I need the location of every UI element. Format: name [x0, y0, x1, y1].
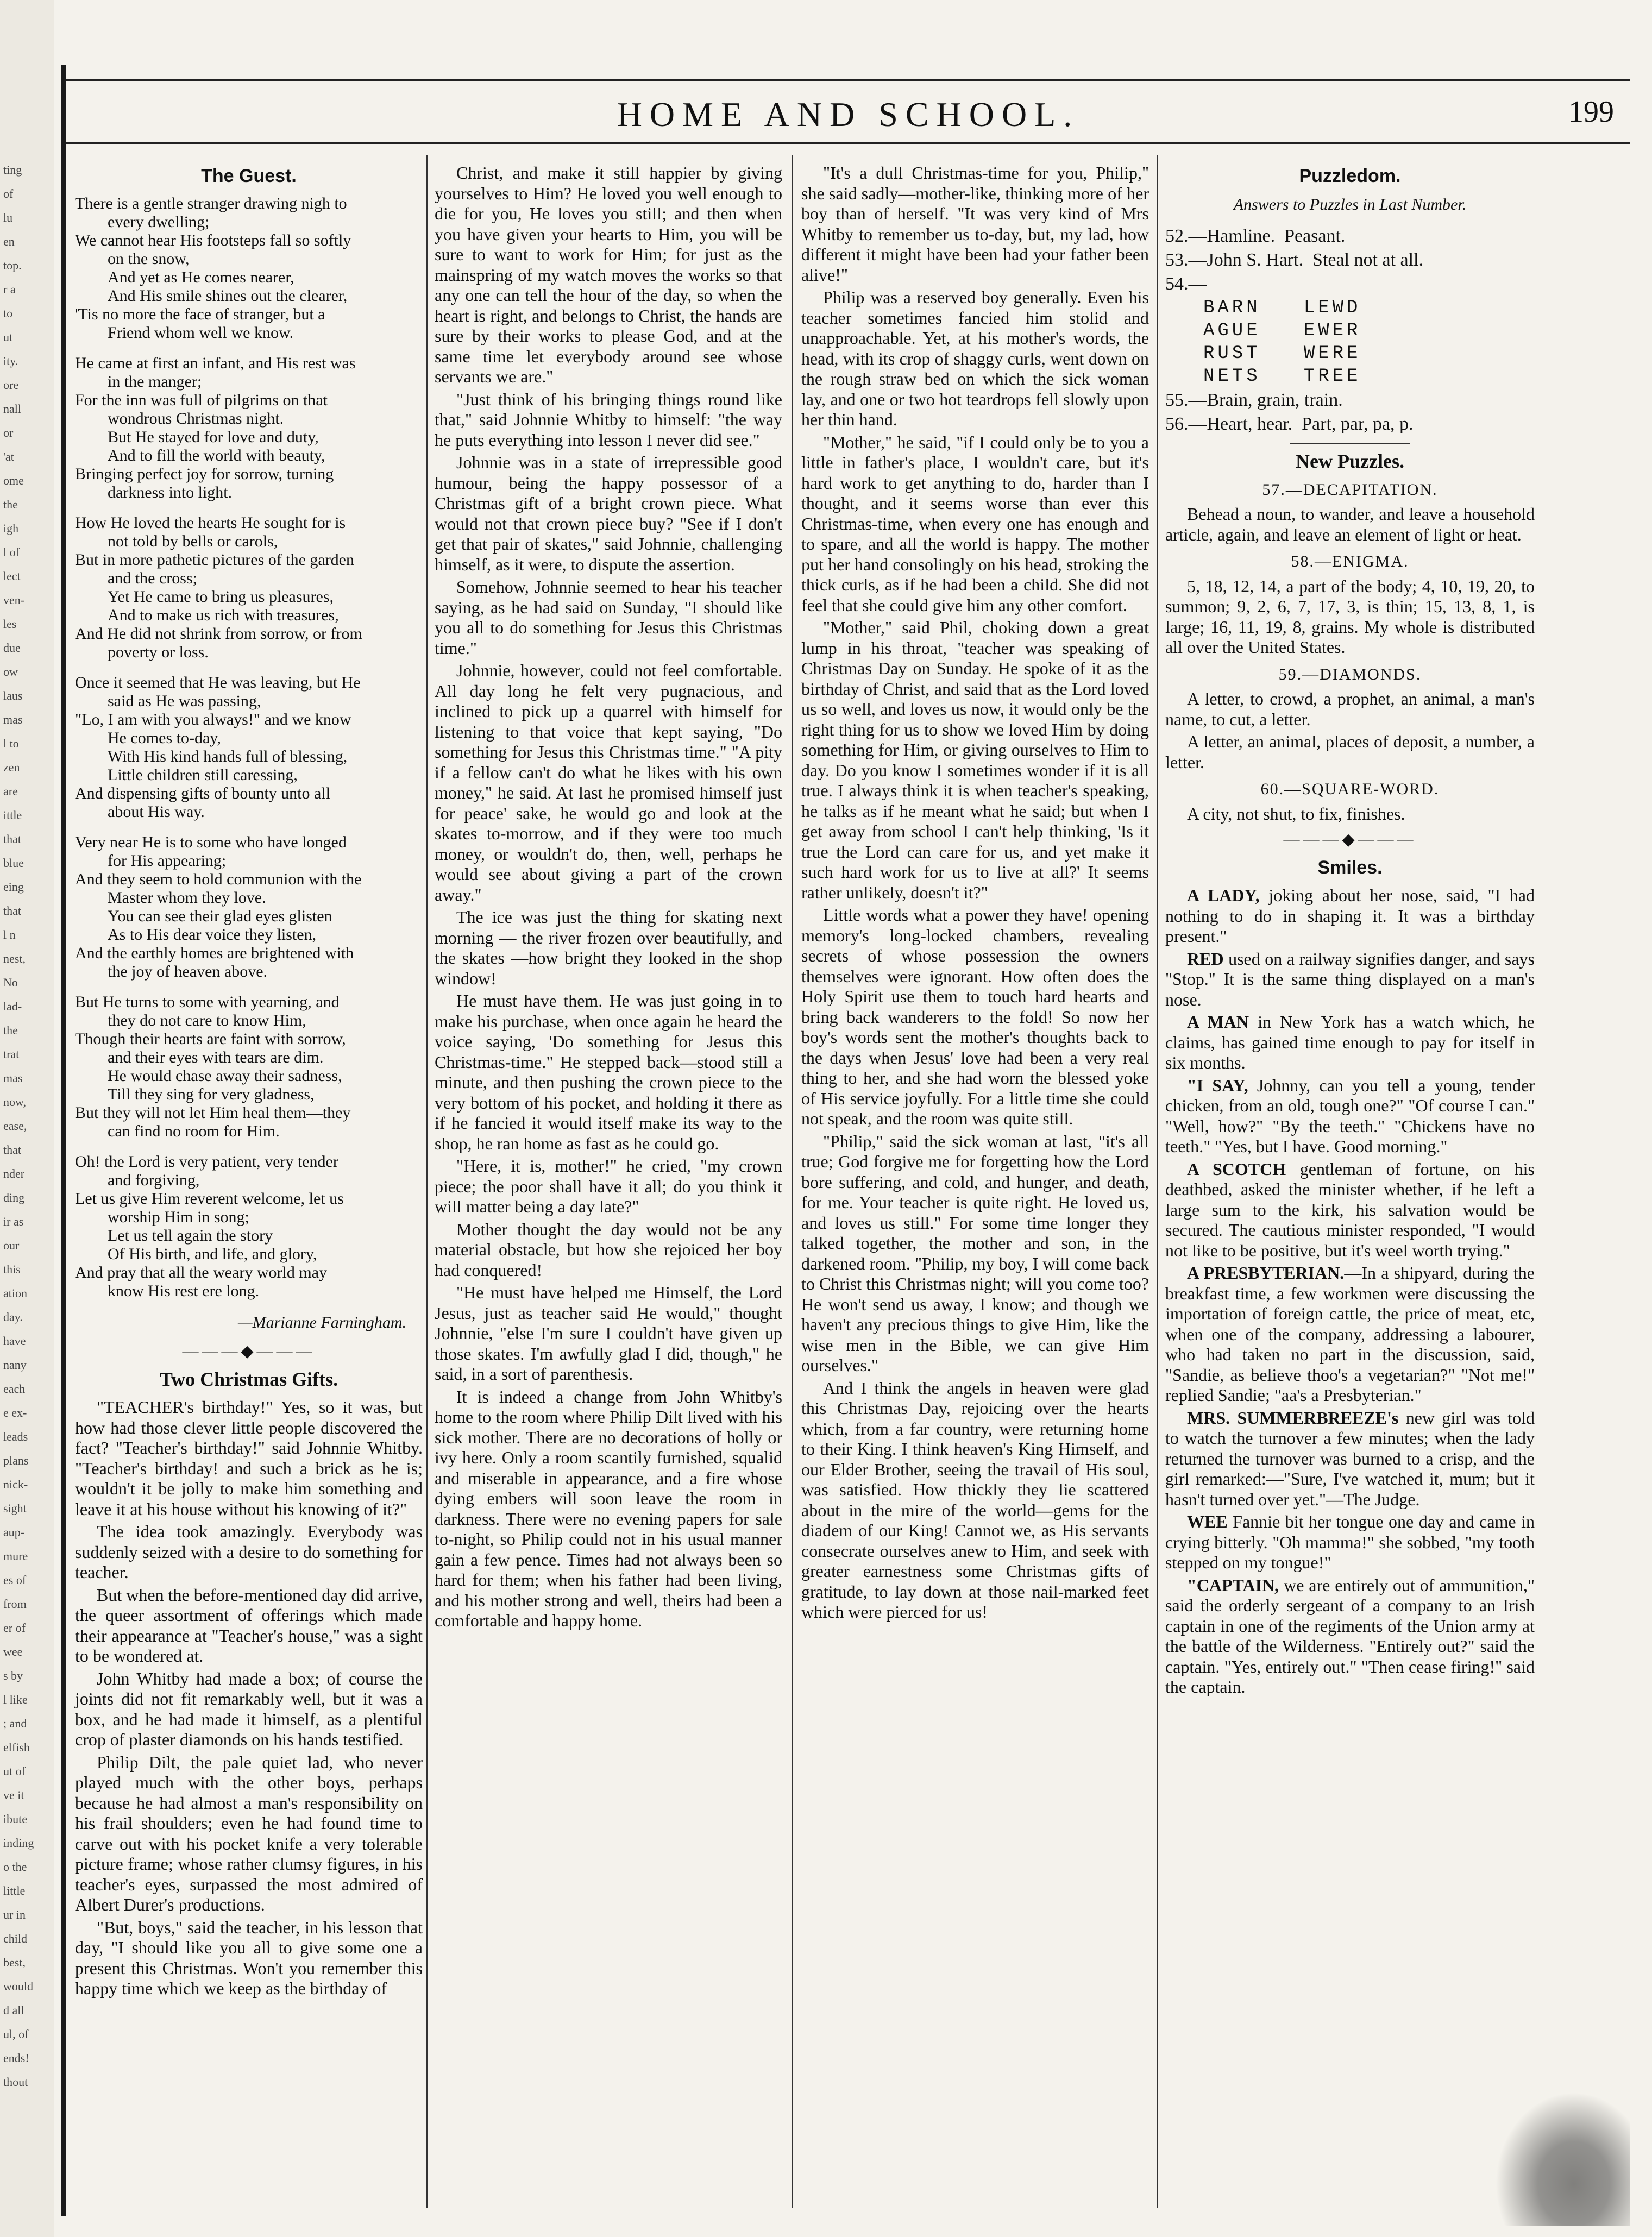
poem-line: But they will not let Him heal them—they — [75, 1103, 351, 1122]
edge-fragment: the — [3, 498, 18, 511]
answer-line: 52.—Hamline. Peasant. — [1165, 226, 1346, 246]
poem-line: And yet as He comes nearer, — [108, 268, 294, 286]
page-left-border — [61, 65, 66, 2216]
edge-fragment: ibute — [3, 1812, 27, 1826]
edge-fragment: l to — [3, 737, 19, 750]
edge-fragment: mure — [3, 1549, 28, 1563]
edge-fragment: nder — [3, 1167, 25, 1180]
column-divider — [426, 155, 428, 2208]
paragraph: Philip was a reserved boy generally. Even his teacher sometimes fancied him stolid and unapproachable. Yet, at his mother's words, the head, with its crop of shaggy curls, went down on the rough straw bed on which the sick woman lay, and one or two hot teardrops fell slowly upon her thin hand. — [801, 287, 1149, 429]
paragraph: Somehow, Johnnie seemed to hear his teacher saying, as he had said on Sunday, "I should like you all to do something for Jesus this Christmas time." — [435, 577, 782, 658]
page-number: 199 — [1568, 95, 1614, 129]
edge-fragment: nest, — [3, 952, 26, 965]
puzzle-heading: 60.—SQUARE-WORD. — [1260, 780, 1440, 798]
joke-lead: A SCOTCH — [1187, 1159, 1286, 1179]
paragraph: "But, boys," said the teacher, in his lesson that day, "I should like you all to give some one a present this Christmas. Won't you remember this happy time which we keep as the birthday of — [75, 1917, 423, 1998]
edge-fragment: wee — [3, 1645, 23, 1658]
puzzle-answers-subtitle: Answers to Puzzles in Last Number. — [1233, 195, 1467, 213]
poem-line: and the cross; — [108, 569, 197, 587]
edge-fragment: zen — [3, 761, 20, 774]
edge-fragment: are — [3, 784, 18, 798]
edge-fragment: ends! — [3, 2051, 29, 2065]
poem-line: He came at first an infant, and His rest was — [75, 354, 356, 372]
poem-line: and forgiving, — [108, 1171, 200, 1189]
adjacent-page-edge — [0, 0, 54, 2237]
poem-line: Once it seemed that He was leaving, but He — [75, 673, 361, 692]
edge-fragment: ul, of — [3, 2027, 29, 2041]
column-4 — [1165, 163, 1535, 1700]
joke-text: Fannie bit her tongue one day and came in crying bitterly. "Oh mamma!" she sobbed, "my tooth stepped on my tongue!" — [1165, 1512, 1535, 1572]
paragraph: It is indeed a change from John Whitby's home to the room where Philip Dilt lived with his sick mother. There are no decorations of holly or ivy here. Only a room scantily furnished, squalid and miserable in appearance, and a fire whose dying embers will soon leave the room in darkness. There were no evening papers for sale to-night, so Philip could not in his usual manner gain a few pence. Times had not always been so hard for them; when his father had been living, and his mother strong and well, theirs had been a comfortable and happy home. — [435, 1386, 782, 1630]
paragraph: "Mother," he said, "if I could only be to you a little in father's place, I wouldn't care, but it's hard work to get anything to do, harder than I thought, and it seems worse than ever this Christmas-time, when every one has enough and to spare, and all the world is happy. The mother put her hand consolingly on his head, stroking the thick curls, as if he had been a child. She did not feel that she could give him any other comfort. — [801, 432, 1149, 615]
edge-fragment: ome — [3, 474, 24, 487]
word-square-row: RUST WERE — [1203, 343, 1361, 364]
story-text — [75, 1397, 423, 1999]
paragraph: "Here, it is, mother!" he cried, "my crown piece; the poor shall have it all; do you think it will matter being a day late?" — [435, 1156, 782, 1216]
poem-line: And to make us rich with treasures, — [108, 606, 339, 624]
edge-fragment: mas — [3, 1071, 23, 1085]
edge-fragment: o the — [3, 1860, 27, 1874]
poem-line: And pray that all the weary world may — [75, 1263, 328, 1281]
ornament-divider: ———◆——— — [182, 1342, 316, 1360]
puzzle-heading: 57.—DECAPITATION. — [1262, 480, 1438, 499]
edge-fragment: trat — [3, 1047, 20, 1061]
edge-fragment: ve it — [3, 1788, 24, 1802]
poem-line: darkness into light. — [108, 483, 233, 501]
paragraph: "It's a dull Christmas-time for you, Philip," she said sadly—mother-like, thinking more of her boy than of herself. "It was very kind of Mrs Whitby to remember us to-day, but, my lad, how different it might have been had your father been alive!" — [801, 163, 1149, 285]
joke-text: in New York has a watch which, he claims, has gained time enough to pay for itself in six months. — [1165, 1012, 1535, 1072]
edge-fragment: igh — [3, 521, 19, 535]
joke-lead: A MAN — [1187, 1012, 1249, 1032]
poem-line: How He loved the hearts He sought for is — [75, 513, 346, 532]
edge-fragment: ven- — [3, 593, 25, 607]
column-divider — [792, 155, 793, 2208]
joke-paragraph — [1165, 1575, 1535, 1698]
edge-fragment: leads — [3, 1430, 28, 1443]
edge-fragment: s by — [3, 1669, 23, 1682]
poem-line: But in more pathetic pictures of the garden — [75, 550, 354, 569]
edge-fragment: lad- — [3, 1000, 22, 1013]
poem-line: not told by bells or carols, — [108, 532, 278, 550]
edge-fragment: from — [3, 1597, 27, 1611]
edge-fragment: nall — [3, 402, 21, 416]
poem-stanza — [75, 1153, 423, 1300]
poem-line: know His rest ere long. — [108, 1281, 260, 1300]
poem-line: He comes to-day, — [108, 728, 221, 747]
edge-fragment: e ex- — [3, 1406, 27, 1419]
poem-stanza — [75, 194, 423, 342]
paragraph: The idea took amazingly. Everybody was suddenly seized with a desire to do something for teacher. — [75, 1522, 423, 1582]
edge-fragment: ir as — [3, 1215, 24, 1228]
poem-title: The Guest. — [201, 166, 297, 186]
edge-fragment: nick- — [3, 1478, 28, 1491]
ink-smear — [1489, 2085, 1630, 2226]
joke-lead: "I SAY, — [1187, 1075, 1248, 1095]
edge-fragment: day. — [3, 1310, 23, 1324]
edge-fragment: would — [3, 1980, 33, 1993]
answer-line: 54.— — [1165, 274, 1207, 294]
puzzle-heading: 58.—ENIGMA. — [1291, 552, 1409, 570]
edge-fragment: er of — [3, 1621, 26, 1635]
edge-fragment: l n — [3, 928, 16, 941]
edge-fragment: nany — [3, 1358, 27, 1372]
edge-fragment: thout — [3, 2075, 28, 2089]
story-text-continued — [435, 163, 782, 1631]
edge-fragment: ting — [3, 163, 22, 177]
edge-fragment: l like — [3, 1693, 28, 1706]
joke-lead: A LADY, — [1187, 885, 1260, 905]
poem-line: Yet He came to bring us pleasures, — [108, 587, 334, 606]
edge-fragment: each — [3, 1382, 26, 1396]
puzzle-text: 5, 18, 12, 14, a part of the body; 4, 10, 19, 20, to summon; 9, 2, 6, 7, 17, 3, is thin; 15, 13, 8, 1, is large; 16, 11, 19, 8, grains. My whole is distributed all over the United States. — [1165, 576, 1535, 657]
paragraph: Christ, and make it still happier by giving yourselves to Him? He loved you well enough to die for you, He loves you still; and then when you have given your hearts to Him, you will be sure to want to work for Him; for just as the mainspring of my watch moves the works so that any one can tell the hour of the day, so when the heart is right, and belongs to Christ, the hands are sure by their works to please God, and at the same time let everybody around see whose servants we are." — [435, 163, 782, 386]
poem-stanza — [75, 514, 423, 662]
paragraph: Mother thought the day would not be any material obstacle, but how she rejoiced her boy had conquered! — [435, 1219, 782, 1280]
joke-lead: "CAPTAIN, — [1187, 1575, 1279, 1595]
edge-fragment: les — [3, 617, 17, 631]
poem-line: about His way. — [108, 802, 205, 821]
answer-line: 53.—John S. Hart. Steal not at all. — [1165, 250, 1424, 270]
poem-line: Till they sing for very gladness, — [108, 1085, 315, 1103]
poem-line: on the snow, — [108, 249, 190, 268]
puzzle-heading: 59.—DIAMONDS. — [1278, 665, 1422, 683]
edge-fragment: little — [3, 1884, 26, 1897]
edge-fragment: 'at — [3, 450, 14, 463]
edge-fragment: en — [3, 235, 15, 248]
joke-lead: A PRESBYTERIAN. — [1187, 1263, 1345, 1283]
poem-line: As to His dear voice they listen, — [108, 925, 317, 944]
paragraph: "He must have helped me Himself, the Lord Jesus, just as teacher said He would," thought Johnnie, "else I'm sure I couldn't have given up those skates. I'm awfully glad I did, though," he said, in a sort of parenthesis. — [435, 1283, 782, 1384]
poem-line: And to fill the world with beauty, — [108, 446, 325, 464]
puzzle-text: A city, not shut, to fix, finishes. — [1187, 803, 1405, 824]
header-rule — [66, 142, 1630, 144]
new-puzzles — [1165, 480, 1535, 825]
edge-fragment: now, — [3, 1095, 26, 1109]
poem-line: Let us tell again the story — [108, 1226, 273, 1245]
word-square-row: AGUE EWER — [1203, 321, 1361, 341]
joke-text: Johnny, can you tell a young, tender chicken, from an old, tough one?" "Of course I can." "Well, how?" "By the teeth." "Chickens have no teeth." "Yes, but I have. Good morning." — [1165, 1075, 1535, 1156]
smiles-title: Smiles. — [1317, 857, 1383, 878]
joke-lead: WEE — [1187, 1512, 1228, 1531]
edge-fragment: ; and — [3, 1717, 27, 1730]
paragraph: John Whitby had made a box; of course the joints did not fit remarkably well, but it was a box, and he had made it himself, as a plentiful crop of plaster diamonds on his hands testified. — [75, 1668, 423, 1749]
paragraph: And I think the angels in heaven were glad this Christmas Day, rejoicing over the hearts which, from a far country, were returning home to their King. I think heaven's King Himself, and our Elder Brother, seeing the travail of His soul, was satisfied. How thickly they lie scattered about in the mire of the world—gems for the diadem of our King! Cannot we, as His servants consecrate ourselves anew to Him, and seek with greater earnestness some Christmas gifts of gratitude, to lay down at those nail-marked feet which were pierced for us! — [801, 1378, 1149, 1622]
puzzle-text: A letter, an animal, places of deposit, a number, a letter. — [1165, 732, 1535, 772]
poem-stanza — [75, 993, 423, 1141]
poem-line: Very near He is to some who have longed — [75, 833, 347, 851]
poem-stanza — [75, 674, 423, 821]
edge-fragment: l of — [3, 545, 20, 559]
paragraph: "TEACHER's birthday!" Yes, so it was, but how had those clever little people discovered the fact? "Teacher's birthday!" said Johnnie Whitby. "Teacher's birthday! and such a brick as he is; wouldn't it be jolly to make him something and leave it at his house without his knowing of it?" — [75, 1397, 423, 1519]
edge-fragment: that — [3, 832, 21, 846]
poem-line: You can see their glad eyes glisten — [108, 907, 332, 925]
new-puzzles-title: New Puzzles. — [1296, 450, 1404, 472]
word-square-row: BARN LEWD — [1203, 298, 1361, 318]
edge-fragment: of — [3, 187, 14, 200]
joke-paragraph — [1165, 1263, 1535, 1406]
poem-line: Of His birth, and life, and glory, — [108, 1245, 317, 1263]
edge-fragment: ease, — [3, 1119, 27, 1133]
edge-fragment: the — [3, 1023, 18, 1037]
edge-fragment: blue — [3, 856, 24, 870]
paragraph: The ice was just the thing for skating next morning — the river frozen over beautifully, and the skates —how bright they looked in the shop window! — [435, 907, 782, 988]
joke-text: used on a railway signifies danger, and says "Stop." It is the same thing displayed on a man's nose. — [1165, 948, 1535, 1009]
poem-line: And the earthly homes are brightened with — [75, 944, 354, 962]
joke-paragraph — [1165, 1076, 1535, 1157]
edge-fragment: ut of — [3, 1764, 26, 1778]
paragraph: But when the before-mentioned day did arrive, the queer assortment of offerings which made their appearance at "Teacher's house," was a sight to be wondered at. — [75, 1585, 423, 1666]
poem-line: in the manger; — [108, 372, 202, 391]
poem-line: Let us give Him reverent welcome, let us — [75, 1189, 344, 1208]
poem-line: for His appearing; — [108, 851, 227, 870]
paragraph: "Just think of his bringing things round like that," said Johnnie Whitby to himself: "the way he puts everything into lesson I never did see." — [435, 389, 782, 450]
poem-line: With His kind hands full of blessing, — [108, 747, 348, 765]
story-text-continued — [801, 163, 1149, 1623]
poem-line: Friend whom well we know. — [108, 323, 294, 342]
paragraph: Johnnie was in a state of irrepressible good humour, being the happy possessor of a Christmas gift of a bright crown piece. What would not that crown piece buy? "See if I don't get that pair of skates," said Johnnie, challenging himself, as it were, to dispute the assertion. — [435, 453, 782, 574]
poem-stanza — [75, 354, 423, 502]
poem-line: wondrous Christmas night. — [108, 409, 284, 428]
masthead-title: HOME AND SCHOOL. — [617, 95, 1080, 134]
section-rule — [1290, 443, 1410, 444]
edge-fragment: elfish — [3, 1740, 30, 1754]
poem-line: worship Him in song; — [108, 1208, 249, 1226]
ornament-divider: ———◆——— — [1283, 831, 1417, 849]
edge-fragment: inding — [3, 1836, 34, 1850]
poem-line: 'Tis no more the face of stranger, but a — [75, 305, 325, 323]
puzzle-text: Behead a noun, to wander, and leave a household article, again, and leave an element of light or heat. — [1165, 504, 1535, 544]
joke-paragraph — [1165, 1012, 1535, 1073]
answer-line: 56.—Heart, hear. Part, par, pa, p. — [1165, 414, 1414, 434]
edge-fragment: this — [3, 1262, 21, 1276]
paragraph: Johnnie, however, could not feel comfortable. All day long he felt very pugnacious, and inclined to pick up a quarrel with himself for listening to that voice that kept saying, "Do something for Jesus this Christmas time." "A pity if a fellow can't do what he likes with his own money," he said. At last he promised himself just for peace' sake, he would go and look at the skates to-morrow, and if they were too much money, or wouldn't do, then, well, perhaps he would see about giving a part of the crown away." — [435, 661, 782, 904]
poem-line: Bringing perfect joy for sorrow, turning — [75, 464, 334, 483]
story-title: Two Christmas Gifts. — [159, 1368, 338, 1390]
edge-fragment: eing — [3, 880, 24, 894]
paragraph: He must have them. He was just going in to make his purchase, when once again he heard the voice saying, 'Do something for Jesus this Christmas-time." He stepped back—stood still a minute, and then pushing the crown piece to the very bottom of his pocket, and holding it there as if he fancied it would itself make its way to the shop, he ran home as fast as he could go. — [435, 991, 782, 1153]
edge-fragment: best, — [3, 1956, 26, 1969]
edge-fragment: No — [3, 976, 18, 989]
poem-line: Master whom they love. — [108, 888, 266, 907]
poem-line: And He did not shrink from sorrow, or from — [75, 624, 362, 643]
joke-lead: MRS. SUMMERBREEZE's — [1187, 1407, 1399, 1428]
poem-line: poverty or loss. — [108, 643, 209, 661]
poem-attribution: —Marianne Farningham. — [238, 1313, 406, 1331]
paragraph: "Mother," said Phil, choking down a great lump in his throat, "teacher was speaking of Christmas Day on Sunday. He spoke of it as the birthday of Christ, and said that as the Lord loved us so well, and loves us now, it would only be the right thing for us to show we loved Him by doing something for Him, or giving ourselves to Him to day. Do you know I sometimes wonder if it is all true. I always think it is when teacher's speaking, he talks as if he meant what he said; but when I get away from school I can't help thinking, 'Is it true the Lord can care for us, and yet make it such hard work for us to live at all?' It seems rather unlikely, doesn't it?" — [801, 618, 1149, 902]
poem-line: the joy of heaven above. — [108, 962, 268, 981]
edge-fragment: that — [3, 904, 21, 918]
smiles-jokes — [1165, 885, 1535, 1698]
edge-fragment: lu — [3, 211, 13, 224]
edge-fragment: ut — [3, 330, 13, 344]
poem-line: they do not care to know Him, — [108, 1011, 306, 1029]
poem-line: And dispensing gifts of bounty unto all — [75, 784, 330, 802]
joke-paragraph — [1165, 1159, 1535, 1261]
column-2 — [435, 163, 782, 1633]
joke-lead: RED — [1187, 948, 1224, 969]
edge-fragment: plans — [3, 1454, 29, 1467]
edge-fragment: or — [3, 426, 14, 439]
edge-fragment: ore — [3, 378, 19, 392]
joke-paragraph — [1165, 1408, 1535, 1510]
joke-text: joking about her nose, said, "I had nothing to do in shaping it. It was a birthday present." — [1165, 885, 1535, 946]
edge-fragment: child — [3, 1932, 27, 1945]
joke-paragraph — [1165, 949, 1535, 1010]
edge-fragment: to — [3, 306, 13, 320]
poem-line: "Lo, I am with you always!" and we know — [75, 710, 351, 728]
joke-paragraph — [1165, 1512, 1535, 1573]
edge-fragment: ding — [3, 1191, 25, 1204]
page-header — [66, 87, 1630, 141]
edge-fragment: d all — [3, 2003, 24, 2017]
joke-text: new girl was told to watch the turnover a few minutes; when the lady returned the turnover was burned to a crisp, and the girl remarked:—"Sure, I've watched it, mum; but it hasn't turned over yet."—The Judge. — [1165, 1407, 1535, 1509]
poem-line: And they seem to hold communion with the — [75, 870, 362, 888]
edge-fragment: aup- — [3, 1525, 25, 1539]
poem-line: But He turns to some with yearning, and — [75, 992, 340, 1011]
poem-line: Oh! the Lord is very patient, very tender — [75, 1152, 338, 1171]
poem-line: He would chase away their sadness, — [108, 1066, 342, 1085]
edge-fragment: ittle — [3, 808, 22, 822]
poem-line: Though their hearts are faint with sorrow, — [75, 1029, 346, 1048]
poem-line: We cannot hear His footsteps fall so softly — [75, 231, 351, 249]
column-divider — [1157, 155, 1158, 2208]
puzzledom-title: Puzzledom. — [1299, 166, 1401, 186]
edge-fragment: es of — [3, 1573, 27, 1587]
edge-fragment: lect — [3, 569, 21, 583]
edge-fragment: ation — [3, 1286, 27, 1300]
poem-line: And His smile shines out the clearer, — [108, 286, 348, 305]
poem-line: For the inn was full of pilgrims on that — [75, 391, 328, 409]
word-square-row: NETS TREE — [1203, 366, 1361, 387]
edge-fragment: ow — [3, 665, 18, 678]
poem-line: and their eyes with tears are dim. — [108, 1048, 324, 1066]
poem-line: can find no room for Him. — [108, 1122, 280, 1140]
edge-fragment: r a — [3, 282, 16, 296]
edge-fragment: top. — [3, 259, 22, 272]
poem-line: Little children still caressing, — [108, 765, 298, 784]
edge-fragment: have — [3, 1334, 26, 1348]
poem-stanza — [75, 833, 423, 981]
column-1 — [75, 163, 423, 2001]
answer-line: 55.—Brain, grain, train. — [1165, 390, 1343, 410]
column-3 — [801, 163, 1149, 1625]
poem-line: every dwelling; — [108, 212, 210, 231]
poem-body — [75, 194, 423, 1300]
joke-text: —In a shipyard, during the breakfast time, a few workmen were discussing the importation of foreign cattle, the price of meat, etc, when one of the company, addressing a labourer, who had taken no part in the discussion, said, "Sandie, as believe thoo's a vegetarian?" "Not me!" replied Sandie; "aa's a Presbyterian." — [1165, 1263, 1535, 1405]
puzzle-answers — [1165, 225, 1535, 435]
edge-fragment: that — [3, 1143, 21, 1157]
edge-fragment: laus — [3, 689, 23, 702]
joke-paragraph — [1165, 885, 1535, 947]
poem-line: But He stayed for love and duty, — [108, 428, 319, 446]
joke-text: we are entirely out of ammunition," said the orderly sergeant of a company to an Irish captain in one of the regiments of the Union army at the battle of the Wilderness. "Entirely out?" said the captain. "Yes, entirely out." "Then cease firing!" said the captain. — [1165, 1575, 1535, 1696]
edge-fragment: sight — [3, 1501, 27, 1515]
edge-fragment: our — [3, 1239, 20, 1252]
paragraph: "Philip," said the sick woman at last, "it's all true; God forgive me for forgetting how the Lord bore suffering, and cold, and hunger, and death, for me. Your teacher is quite right. He loved us, and loves us still." For some time longer they talked together, the mother and son, in the darkened room. "Philip, my boy, I will come back to Christ this Christmas night; will you come too? He won't send us away, I know; and though we haven't any precious things to give Him, like the wise men in the Bible, we can give Him ourselves." — [801, 1131, 1149, 1375]
edge-fragment: mas — [3, 713, 23, 726]
paragraph: Little words what a power they have! opening memory's long-locked chambers, revealing secrets of whose possession the owners themselves were ignorant. How often does the Holy Spirit use them to touch hard hearts and bring back wanderers to the fold! So now her boy's words sent the mother's thoughts back to the days when Jesus' love had been a very real thing to her, and she had worn the blessed yoke of His service joyfully. For a little time she could not speak, and the room was quite still. — [801, 905, 1149, 1128]
top-rule — [66, 79, 1630, 81]
poem-line: said as He was passing, — [108, 692, 261, 710]
edge-fragment: due — [3, 641, 21, 655]
edge-fragment: ur in — [3, 1908, 26, 1921]
poem-line: There is a gentle stranger drawing nigh to — [75, 194, 347, 212]
puzzle-text: A letter, to crowd, a prophet, an animal, a man's name, to cut, a letter. — [1165, 689, 1535, 729]
paragraph: Philip Dilt, the pale quiet lad, who never played much with the other boys, perhaps because he had almost a man's responsibility on his frail shoulders; even he had found time to carve out with his pocket knife a very tolerable picture frame; whose rather clumsy figures, in his teacher's eyes, surpassed the most admired of Albert Durer's productions. — [75, 1752, 423, 1914]
joke-text: gentleman of fortune, on his deathbed, asked the minister whether, if he left a large sum to the kirk, his salvation would be secured. The cautious minister responded, "I would not like to be positive, but it's weel worth trying." — [1165, 1159, 1535, 1260]
edge-fragment: ity. — [3, 354, 18, 368]
